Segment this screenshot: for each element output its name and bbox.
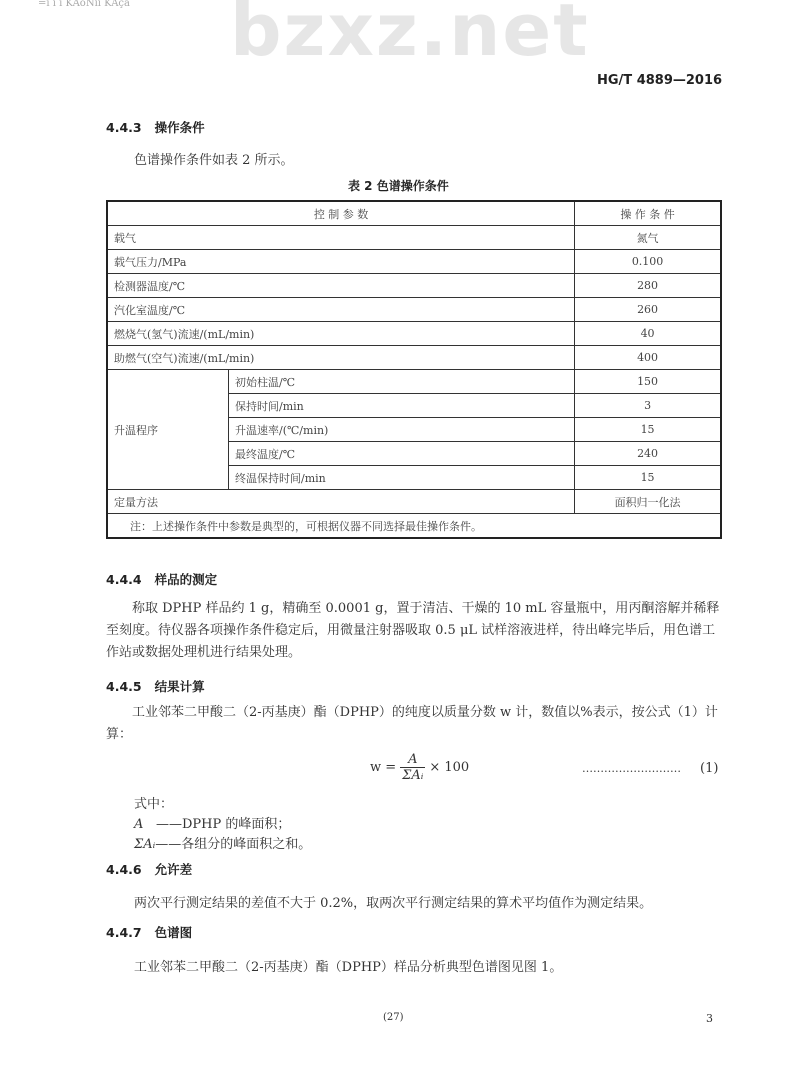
header-cell: 操 作 条 件 [575,201,721,226]
formula-number: (1) [700,761,719,776]
param-cell: 燃烧气(氢气)流速/(mL/min) [107,322,575,346]
formula [370,752,469,783]
value-cell: 40 [575,322,721,346]
watermark: bzxz.net [230,0,590,72]
formula-lhs: w = [370,760,397,775]
value-cell: 240 [575,442,721,466]
param-cell: 保持时间/min [229,394,575,418]
param-cell: 载气压力/MPa [107,250,575,274]
table-row [107,322,721,346]
variable-def [134,813,290,832]
value-cell: 150 [575,370,721,394]
table-note-row [107,514,721,539]
formula-fraction [400,752,425,783]
header-cell: 控 制 参 数 [107,201,575,226]
formula-rhs: × 100 [429,760,470,775]
doc-code: HG/T 4889—2016 [597,73,723,88]
variable-desc: ——各组分的峰面积之和。 [155,837,312,852]
table-row [107,298,721,322]
param-cell: 最终温度/℃ [229,442,575,466]
table-row [107,226,721,250]
section-number: 4.4.7 [106,925,142,940]
variable-def [134,833,311,852]
section-number: 4.4.6 [106,862,142,877]
section-text: 工业邻苯二甲酸二（2-丙基庚）酯（DPHP）的纯度以质量分数 w 计，数值以%表示，按公式（1）计算： [106,705,718,742]
section-4-4-4-heading [106,570,217,588]
table-row [107,250,721,274]
value-cell: 260 [575,298,721,322]
section-number: 4.4.4 [106,572,142,587]
value-cell: 面积归一化法 [575,490,721,514]
section-title: 色谱图 [154,925,193,940]
formula-numerator: A [408,752,418,767]
value-cell: 15 [575,466,721,490]
program-label-cell: 升温程序 [107,370,229,490]
value-cell: 3 [575,394,721,418]
table-row [107,490,721,514]
table-header-row [107,201,721,226]
section-number: 4.4.3 [106,120,142,135]
section-title: 允许差 [154,862,193,877]
section-title: 样品的测定 [154,572,218,587]
table-note: 注：上述操作条件中参数是典型的，可根据仪器不同选择最佳操作条件。 [107,514,721,539]
section-4-4-5-heading [106,677,205,695]
where-label: 式中： [134,797,174,812]
param-cell: 检测器温度/℃ [107,274,575,298]
section-4-4-6-heading [106,860,192,878]
value-cell: 15 [575,418,721,442]
section-text: 工业邻苯二甲酸二（2-丙基庚）酯（DPHP）样品分析典型色谱图见图 1。 [134,960,563,975]
param-cell: 汽化室温度/℃ [107,298,575,322]
value-cell: 0.100 [575,250,721,274]
section-4-4-3-heading [106,118,205,136]
section-title: 结果计算 [154,679,205,694]
table-row [107,274,721,298]
formula-dots: ……………………… [582,762,681,775]
section-text: 两次平行测定结果的差值不大于 0.2%，取两次平行测定结果的算术平均值作为测定结果。 [134,896,653,911]
scan-header: =ı ı ı KAoNıı KAça [38,0,130,9]
value-cell: 400 [575,346,721,370]
param-cell: 初始柱温/℃ [229,370,575,394]
formula-denominator: ΣAᵢ [402,768,424,783]
value-cell: 280 [575,274,721,298]
section-4-4-7-heading [106,923,192,941]
section-text: 称取 DPHP 样品约 1 g，精确至 0.0001 g，置于清洁、干燥的 10 mL 容量瓶中，用丙酮溶解并稀释至刻度。待仪器各项操作条件稳定后，用微量注射器吸取 0.5 μL 试样溶液进样，待出峰完毕后，用色谱工作站或数据处理机进行结果处理。 [106,601,720,660]
section-number: 4.4.5 [106,679,142,694]
variable-symbol: A [134,817,144,832]
param-cell: 定量方法 [107,490,575,514]
table-row [107,370,721,394]
section-text: 色谱操作条件如表 2 所示。 [134,153,294,168]
variable-desc: ——DPHP 的峰面积； [156,817,291,832]
page-number: 3 [706,1012,713,1025]
value-cell: 氮气 [575,226,721,250]
param-cell: 载气 [107,226,575,250]
table-caption: 表 2 色谱操作条件 [348,179,449,193]
operating-conditions-table [106,200,722,539]
table-row [107,346,721,370]
param-cell: 助燃气(空气)流速/(mL/min) [107,346,575,370]
param-cell: 终温保持时间/min [229,466,575,490]
section-title: 操作条件 [154,120,205,135]
variable-symbol: ΣAᵢ [134,837,156,852]
footer-page-number: (27) [383,1012,404,1023]
param-cell: 升温速率/(℃/min) [229,418,575,442]
